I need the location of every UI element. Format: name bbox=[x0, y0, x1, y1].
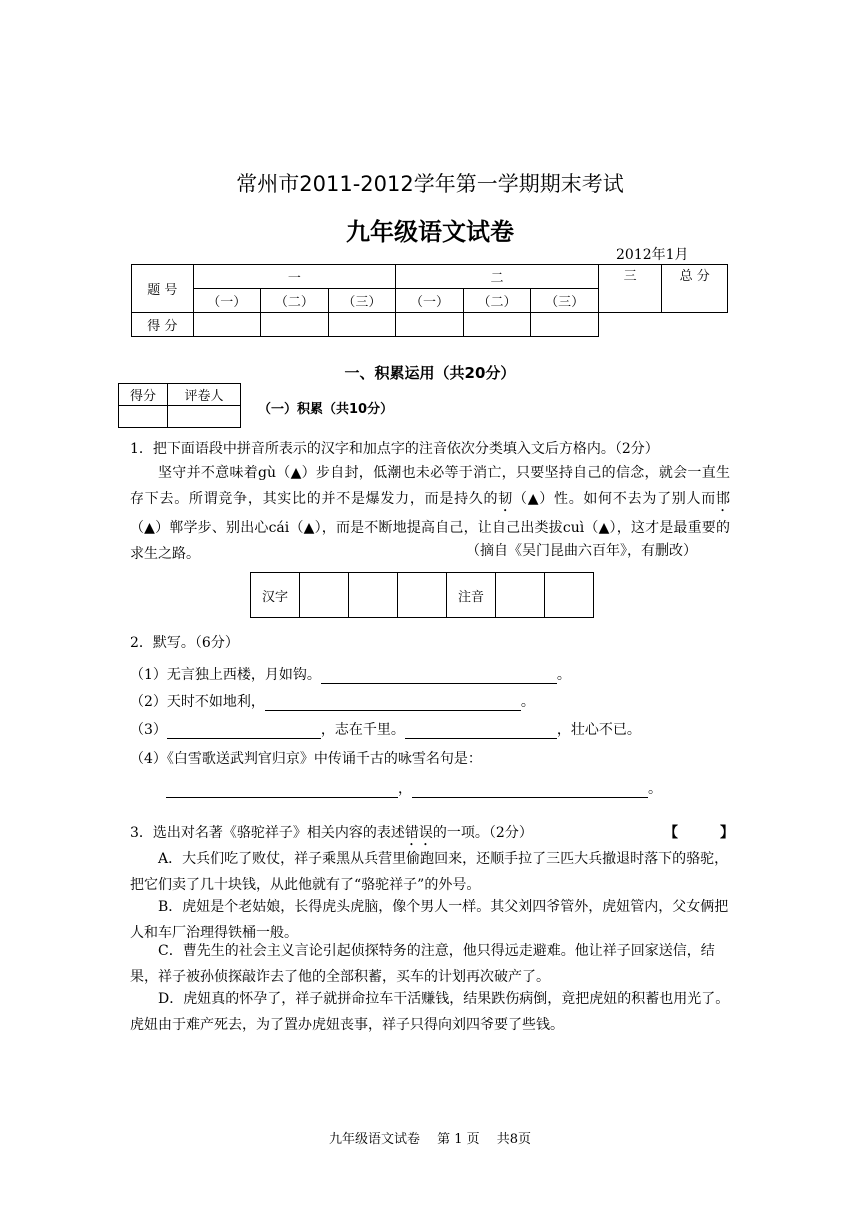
line-text: （1）无言独上西楼，月如钩。 bbox=[130, 667, 321, 683]
option-a: A．大兵们吃了败仗，祥子乘黑从兵营里偷跑回来，还顺手拉了三匹大兵撤退时落下的骆驼，把它们卖了几十块钱，从此他就有了“骆驼祥子”的外号。 bbox=[130, 851, 729, 893]
answer-bracket[interactable]: 【 】 bbox=[664, 825, 734, 841]
option-c: C．曹先生的社会主义言论引起侦探特务的注意，他只得远走避难。他让祥子回家送信，结果，祥子被孙侦探敲诈去了他的全部积蓄，买车的计划再次破产了。 bbox=[130, 943, 715, 985]
question-1-prompt: 1．把下面语段中拼音所表示的汉字和加点字的注音依次分类填入文后方格内。（2分） bbox=[130, 441, 659, 457]
score-table-sub: （三） bbox=[328, 289, 396, 313]
passage-source: （摘自《吴门昆曲六百年》，有删改） bbox=[466, 543, 697, 559]
score-table-part2: 二 bbox=[396, 265, 599, 289]
line-text: 。 bbox=[648, 781, 662, 797]
exam-date: 2012年1月 bbox=[616, 247, 689, 263]
grader-score-label: 得分 bbox=[119, 384, 168, 406]
exam-subtitle: 九年级语文试卷 bbox=[346, 218, 514, 246]
score-table-number-label: 题 号 bbox=[132, 265, 194, 313]
grader-name-cell[interactable] bbox=[168, 406, 241, 428]
dotted-char: 邯 bbox=[716, 491, 730, 507]
section-title: 一、积累运用（共20分） bbox=[344, 364, 516, 382]
answer-box[interactable] bbox=[398, 573, 447, 618]
score-table-sub: （三） bbox=[531, 289, 599, 313]
score-table-score-label: 得 分 bbox=[132, 313, 194, 337]
prompt-text: 的一项。（2分） bbox=[432, 825, 533, 841]
passage-text: （▲）性。如何不去为了别人而 bbox=[513, 491, 716, 507]
answer-blank[interactable] bbox=[412, 781, 648, 798]
score-table-sub: （二） bbox=[463, 289, 531, 313]
answer-grid-hanzi-label: 汉字 bbox=[251, 573, 300, 618]
grader-name-label: 评卷人 bbox=[168, 384, 241, 406]
page-footer: 九年级语文试卷 第 1 页 共8页 bbox=[328, 1132, 532, 1147]
answer-grid bbox=[250, 572, 594, 618]
question-3-prompt bbox=[130, 822, 533, 849]
question-2-line-2 bbox=[130, 691, 535, 711]
question-2-prompt: 2．默写。（6分） bbox=[130, 635, 239, 651]
prompt-text: 3．选出对名著《骆驼祥子》相关内容的表述 bbox=[130, 825, 405, 841]
score-table-total: 总 分 bbox=[662, 265, 728, 313]
score-cell[interactable] bbox=[463, 313, 531, 337]
score-table-sub: （一） bbox=[396, 289, 464, 313]
grader-table bbox=[118, 383, 241, 428]
score-cell[interactable] bbox=[193, 313, 261, 337]
answer-box[interactable] bbox=[496, 573, 545, 618]
score-cell[interactable] bbox=[328, 313, 396, 337]
option-d: D．虎妞真的怀孕了，祥子就拼命拉车干活赚钱，结果跌伤病倒，竟把虎妞的积蓄也用光了。虎妞由于难产死去，为了置办虎妞丧事，祥子只得向刘四爷要了些钱。 bbox=[130, 991, 730, 1033]
question-2-line-1 bbox=[130, 664, 571, 684]
line-text: ，壮心不已。 bbox=[556, 722, 641, 738]
passage-text: （▲）郸学步、别出心cái（▲），而是不断地提高自己，让自己出类拔cuì（▲），这才是最重要的求生之路。 bbox=[130, 520, 730, 562]
score-cell[interactable] bbox=[531, 313, 599, 337]
question-2-line-4-blanks bbox=[166, 778, 662, 798]
line-text: （2）天时不如地利， bbox=[130, 694, 265, 710]
answer-box[interactable] bbox=[545, 573, 594, 618]
subsection-title: （一）积累（共10分） bbox=[258, 402, 394, 417]
answer-grid-zhuyin-label: 注音 bbox=[447, 573, 496, 618]
grader-score-cell[interactable] bbox=[119, 406, 168, 428]
score-table-sub: （一） bbox=[193, 289, 261, 313]
line-text: ， bbox=[398, 781, 412, 797]
answer-blank[interactable] bbox=[405, 722, 557, 739]
score-cell[interactable] bbox=[261, 313, 329, 337]
score-table-part1: 一 bbox=[193, 265, 396, 289]
score-table-part3: 三 bbox=[598, 265, 662, 313]
score-table-sub: （二） bbox=[261, 289, 329, 313]
line-text: ，志在千里。 bbox=[320, 722, 405, 738]
dotted-word: 错误 bbox=[404, 825, 433, 841]
score-cell[interactable] bbox=[396, 313, 464, 337]
line-text: （3） bbox=[130, 722, 167, 738]
answer-blank[interactable] bbox=[166, 781, 398, 798]
exam-title: 常州市2011-2012学年第一学期期末考试 bbox=[236, 172, 624, 196]
score-table bbox=[131, 264, 728, 337]
line-text: 。 bbox=[556, 667, 571, 683]
passage-text: 坚守并不意味着gù（▲）步自封，低潮也未必等于消亡，只要坚持自己的信念，就会一直生存下去。所谓竞争，其实比的并不是爆发力，而是持久的 bbox=[130, 465, 730, 507]
answer-box[interactable] bbox=[300, 573, 349, 618]
answer-blank[interactable] bbox=[321, 667, 557, 684]
answer-blank[interactable] bbox=[265, 694, 521, 711]
answer-blank[interactable] bbox=[167, 722, 321, 739]
answer-box[interactable] bbox=[349, 573, 398, 618]
line-text: 。 bbox=[520, 694, 535, 710]
option-b: B．虎妞是个老姑娘，长得虎头虎脑，像个男人一样。其父刘四爷管外，虎妞管内，父女俩把人和车厂治理得铁桶一般。 bbox=[130, 899, 729, 941]
question-2-line-4: （4）《白雪歌送武判官归京》中传诵千古的咏雪名句是： bbox=[130, 751, 482, 767]
question-2-line-3 bbox=[130, 719, 641, 739]
dotted-char: 韧 bbox=[498, 491, 513, 507]
